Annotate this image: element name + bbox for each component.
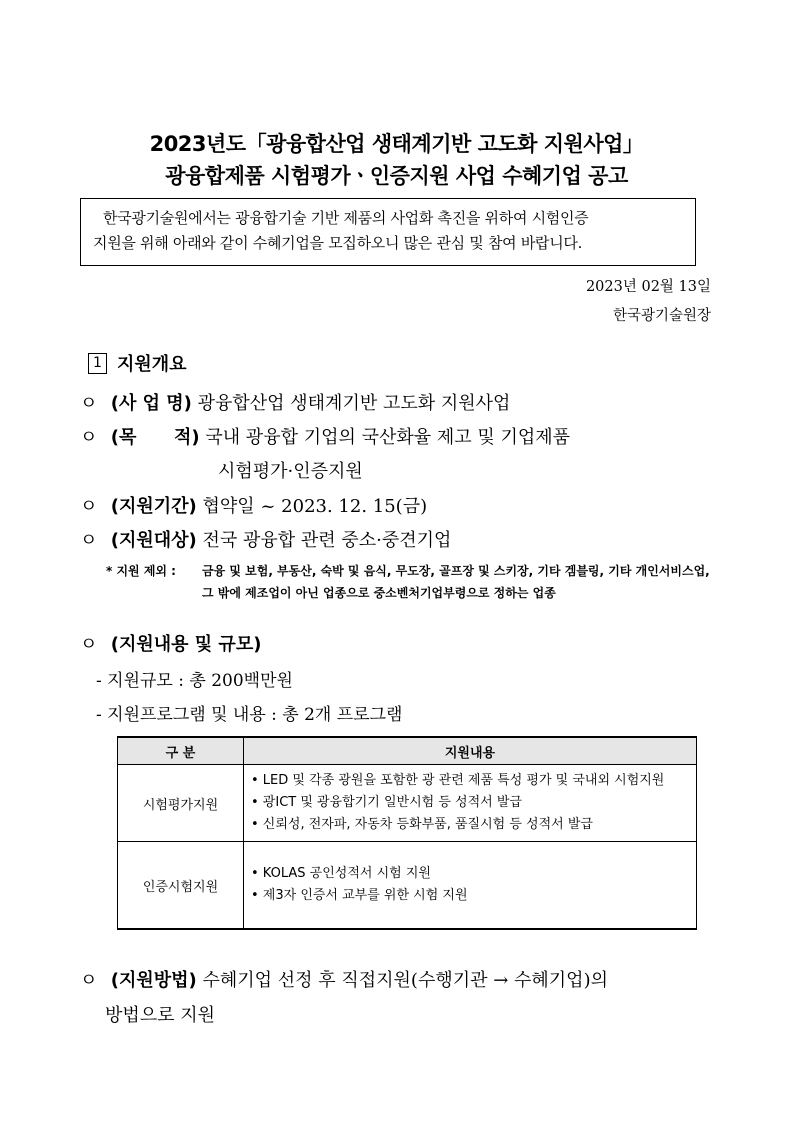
bullet-marker: ㅇ xyxy=(80,530,98,551)
item-label: (지원기간) xyxy=(110,496,197,517)
item-content xyxy=(80,630,261,656)
item-period xyxy=(80,492,427,518)
row-category: 인증시험지원 xyxy=(118,842,244,930)
section-heading xyxy=(88,350,187,376)
row-category: 시험평가지원 xyxy=(118,765,244,842)
intro-box xyxy=(80,198,696,266)
item-text: 광융합산업 생태계기반 고도화 지원사업 xyxy=(197,393,511,414)
bullet-marker: ㅇ xyxy=(80,496,98,517)
bullet-marker: ㅇ xyxy=(80,393,98,414)
item-target xyxy=(80,526,451,552)
title-line-1: 2023년도「광융합산업 생태계기반 고도화 지원사업」 xyxy=(149,132,644,156)
item-text: 국내 광융합 기업의 국산화율 제고 및 기업제품 xyxy=(205,427,571,448)
section-title: 지원개요 xyxy=(117,354,187,375)
list-item: • 신뢰성, 전자파, 자동차 등화부품, 품질시험 등 성적서 발급 xyxy=(251,817,593,832)
intro-line-2: 지원을 위해 아래와 같이 수혜기업을 모집하오니 많은 관심 및 참여 바랍니다. xyxy=(93,234,583,252)
item-name xyxy=(80,389,510,415)
item-text: 협약일 ~ 2023. 12. 15(금) xyxy=(202,496,428,517)
header-content: 지원내용 xyxy=(244,737,697,765)
list-item: • LED 및 각종 광원을 포함한 광 관련 제품 특성 평가 및 국내외 시험지원 xyxy=(251,773,665,788)
support-table xyxy=(117,736,697,930)
item-label: (지원내용 및 규모) xyxy=(110,634,262,655)
row-content xyxy=(244,842,697,930)
item-text: 전국 광융합 관련 중소·중견기업 xyxy=(202,530,452,551)
table-header-row xyxy=(118,737,697,765)
section-number: 1 xyxy=(88,353,107,374)
bullet-marker: ㅇ xyxy=(80,970,98,991)
intro-line-1: 한국광기술원에서는 광융합기술 기반 제품의 사업화 촉진을 위하여 시험인증 xyxy=(103,209,589,227)
row-content xyxy=(244,765,697,842)
list-item: • 제3자 인증서 교부를 위한 시험 지원 xyxy=(251,888,468,903)
title-line-2: 광융합제품 시험평가ㆍ인증지원 사업 수혜기업 공고 xyxy=(165,164,628,188)
exclusion-text: 금융 및 보험, 부동산, 숙박 및 음식, 무도장, 골프장 및 스키장, 기타 겜블링, 기타 개인서비스업, 그 밖에 제조업이 아닌 업종으로 중소벤처기업부령으로 정하는 업종 xyxy=(202,564,710,600)
item-method xyxy=(80,966,608,992)
item-label: (지원방법) xyxy=(110,970,197,991)
header-category: 구 분 xyxy=(118,737,244,765)
item-purpose xyxy=(80,423,570,449)
list-item: • 광ICT 및 광융합기기 일반시험 등 성적서 발급 xyxy=(251,795,522,810)
exclusion-label: * 지원 제외 : xyxy=(106,564,176,578)
bullet-marker: ㅇ xyxy=(80,427,98,448)
bullet-marker: ㅇ xyxy=(80,634,98,655)
item-label: (목 적) xyxy=(110,427,200,448)
sub-scale: - 지원규모 : 총 200백만원 xyxy=(96,671,293,691)
item-method-continued: 방법으로 지원 xyxy=(105,1005,216,1026)
list-item: • KOLAS 공인성적서 시험 지원 xyxy=(251,866,431,881)
item-text: 수혜기업 선정 후 직접지원(수행기관 → 수혜기업)의 xyxy=(202,970,608,991)
table-row xyxy=(118,765,697,842)
sub-program: - 지원프로그램 및 내용 : 총 2개 프로그램 xyxy=(96,705,403,725)
issuer: 한국광기술원장 xyxy=(612,308,711,324)
table-row xyxy=(118,842,697,930)
item-label: (지원대상) xyxy=(110,530,197,551)
item-purpose-continued: 시험평가·인증지원 xyxy=(218,461,363,482)
item-label: (사 업 명) xyxy=(110,393,192,414)
notice-date: 2023년 02월 13일 xyxy=(585,279,711,295)
